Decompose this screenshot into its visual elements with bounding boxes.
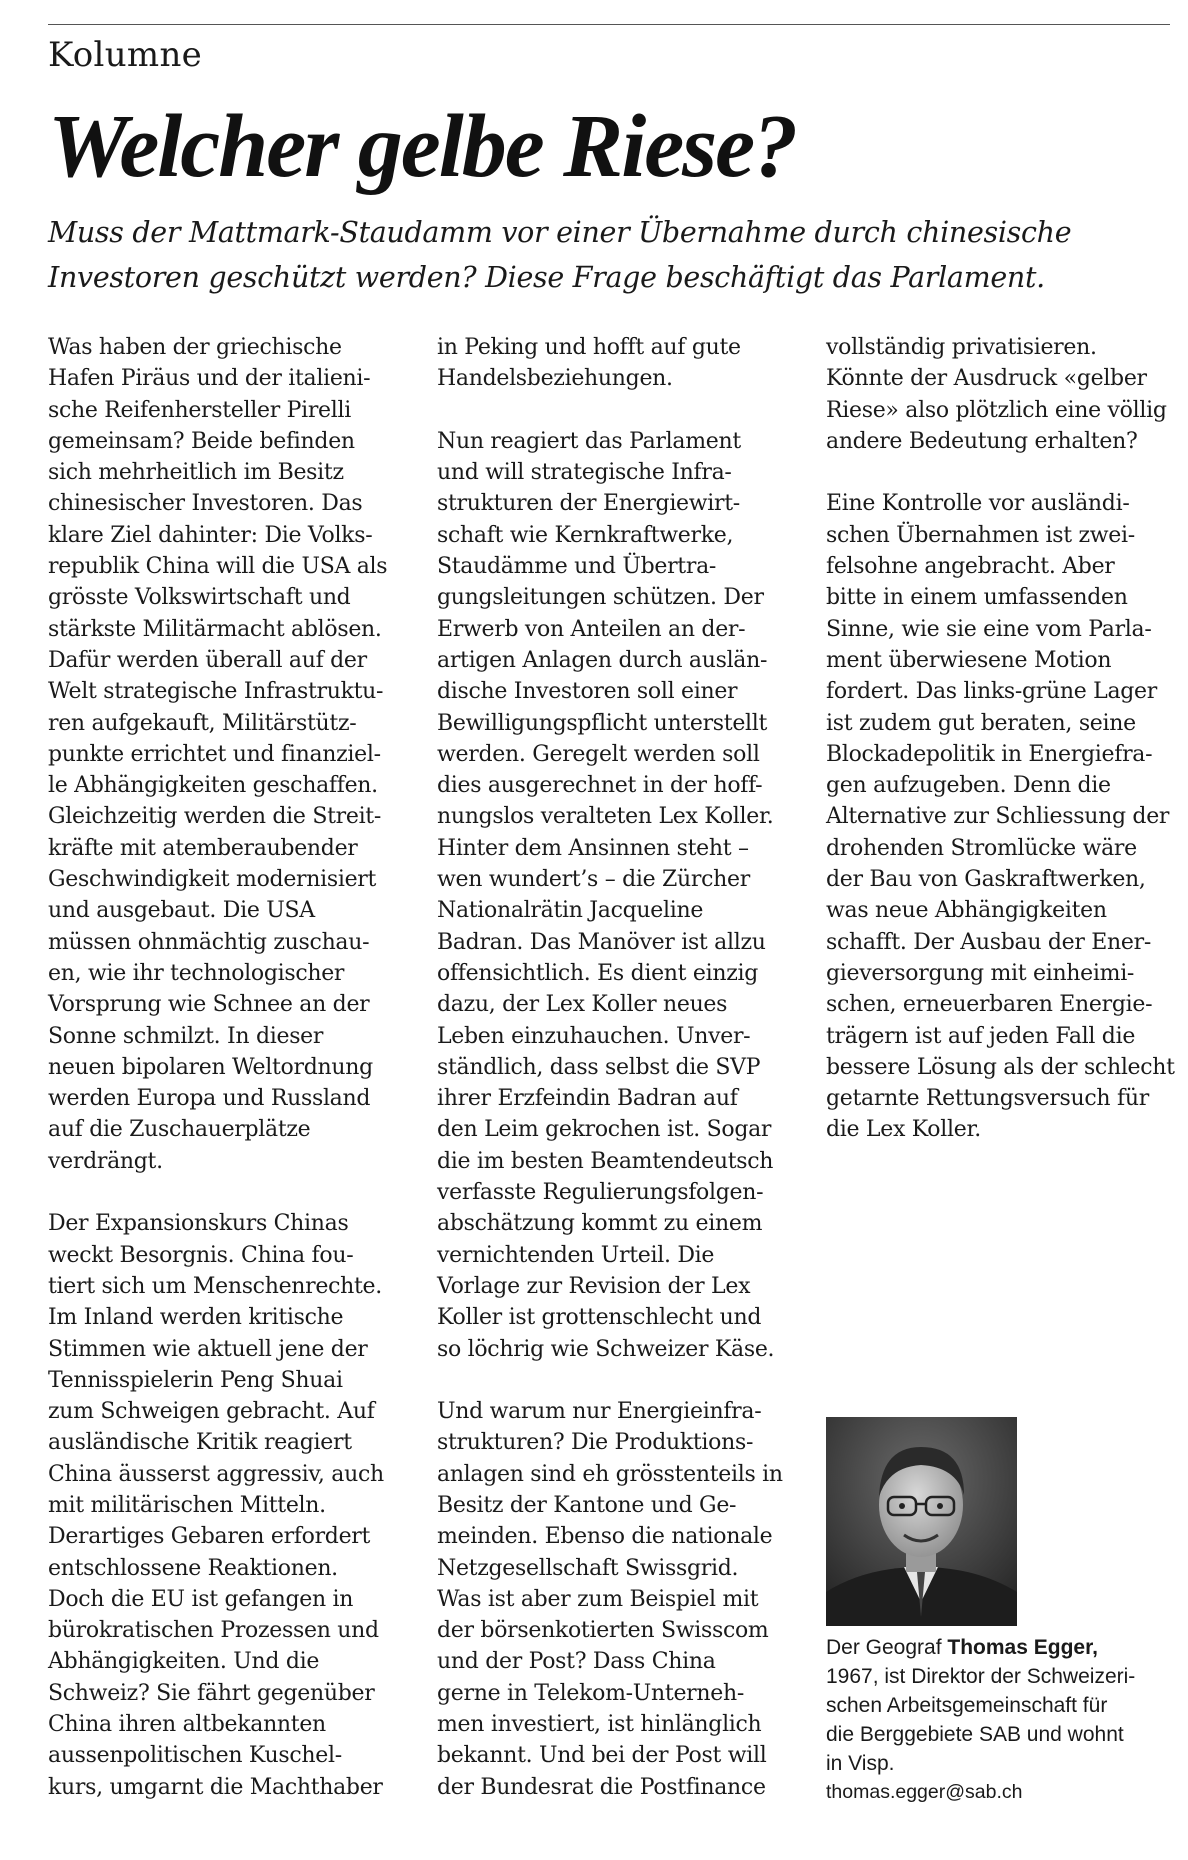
body-text-line: nungslos veralteten Lex Koller.	[437, 804, 774, 830]
body-text-line: bekannt. Und bei der Post will	[437, 1743, 767, 1769]
body-text-line: auf die Zuschauerplätze	[48, 1117, 311, 1143]
body-text-line: Was haben der griechische	[48, 335, 342, 360]
body-text-line: drohenden Stromlücke wäre	[826, 835, 1137, 861]
rubric-label: Kolumne	[48, 35, 203, 75]
body-text-line: grösste Volkswirtschaft und	[48, 585, 351, 611]
body-text-line: Nun reagiert das Parlament	[437, 428, 741, 454]
body-text-line: Erwerb von Anteilen an der-	[437, 616, 746, 642]
body-text-line: kräfte mit atemberaubender	[48, 835, 358, 861]
body-text-line: Der Expansionskurs Chinas	[48, 1211, 349, 1237]
author-name: Thomas Egger,	[947, 1636, 1098, 1659]
caption-line: in Visp.	[826, 1752, 895, 1775]
body-text-line: fordert. Das links-grüne Lager	[826, 679, 1157, 705]
body-text-line: Koller ist grottenschlecht und	[437, 1305, 762, 1331]
body-text-line: Geschwindigkeit modernisiert	[48, 867, 377, 893]
dek-line: Muss der Mattmark-Staudamm vor einer Übernahme durch chinesische	[48, 216, 1072, 249]
body-text-line: kurs, umgarnt die Machthaber	[48, 1774, 383, 1800]
body-text-line: der Bau von Gaskraftwerken,	[826, 867, 1146, 893]
body-text-line: Bewilligungspflicht unterstellt	[437, 710, 768, 736]
body-text-line: ren aufgekauft, Militärstütz-	[48, 710, 357, 736]
dek-line: Investoren geschützt werden? Diese Frage beschäftigt das Parlament.	[48, 261, 1045, 294]
caption-line: die Berggebiete SAB und wohnt	[826, 1723, 1124, 1746]
body-text-line: andere Bedeutung erhalten?	[826, 428, 1138, 454]
body-text-line: sich mehrheitlich im Besitz	[48, 460, 344, 486]
body-text-line: so löchrig wie Schweizer Käse.	[437, 1336, 775, 1362]
body-text-line: Was ist aber zum Beispiel mit	[437, 1586, 759, 1612]
body-text-line: Leben einzuhauchen. Unver-	[437, 1023, 751, 1049]
body-text-line: und der Post? Dass China	[437, 1649, 716, 1675]
body-text-line: entschlossene Reaktionen.	[48, 1555, 338, 1581]
body-text-line: Hinter dem Ansinnen steht –	[437, 835, 749, 861]
article-column-2	[437, 332, 783, 1803]
body-text-line: die Lex Koller.	[826, 1117, 981, 1143]
body-text-line: felsohne angebracht. Aber	[826, 554, 1115, 580]
dek	[48, 210, 1071, 300]
body-text-line: ihrer Erzfeindin Badran auf	[437, 1086, 738, 1112]
body-text-line: wen wundert’s – die Zürcher	[437, 867, 750, 893]
body-text-line: ment überwiesene Motion	[826, 647, 1112, 673]
paragraph-gap	[48, 1177, 387, 1208]
body-text-line: Blockadepolitik in Energiefra-	[826, 741, 1153, 767]
body-text-line: offensichtlich. Es dient einzig	[437, 960, 759, 986]
top-rule	[48, 24, 1170, 25]
body-text-line: Derartiges Gebaren erfordert	[48, 1524, 371, 1550]
body-text-line: meinden. Ebenso die nationale	[437, 1524, 773, 1550]
body-text-line: Dafür werden überall auf der	[48, 647, 367, 673]
body-text-line: bitte in einem umfassenden	[826, 585, 1128, 611]
body-text-line: Nationalrätin Jacqueline	[437, 898, 704, 924]
body-text-line: Eine Kontrolle vor ausländi-	[826, 491, 1130, 517]
body-text-line: vernichtenden Urteil. Die	[437, 1242, 715, 1268]
body-text-line: abschätzung kommt zu einem	[437, 1211, 763, 1237]
body-text-line: Handelsbeziehungen.	[437, 366, 673, 392]
body-text-line: Schweiz? Sie fährt gegenüber	[48, 1680, 375, 1706]
caption-line: 1967, ist Direktor der Schweizeri-	[826, 1665, 1136, 1688]
body-text-line: Alternative zur Schliessung der	[826, 804, 1170, 830]
body-text-line: in Peking und hofft auf gute	[437, 335, 741, 360]
article-column-1	[48, 332, 387, 1803]
body-text-line: ist zudem gut beraten, seine	[826, 710, 1136, 736]
caption-line: schen Arbeitsgemeinschaft für	[826, 1694, 1108, 1717]
body-text-line: müssen ohnmächtig zuschau-	[48, 929, 370, 955]
body-text-line: werden. Geregelt werden soll	[437, 741, 760, 767]
author-email[interactable]: thomas.egger@sab.ch	[826, 1781, 1023, 1803]
body-text-line: tiert sich um Menschenrechte.	[48, 1273, 382, 1299]
body-text-line: dazu, der Lex Koller neues	[437, 992, 728, 1018]
body-text-line: anlagen sind eh grösstenteils in	[437, 1461, 783, 1487]
body-text-line: gieversorgung mit einheimi-	[826, 960, 1135, 986]
body-text-line: men investiert, ist hinlänglich	[437, 1712, 762, 1738]
body-text-line: Welt strategische Infrastruktu-	[48, 679, 384, 705]
body-text-line: en, wie ihr technologischer	[48, 960, 345, 986]
body-text-line: klare Ziel dahinter: Die Volks-	[48, 522, 373, 548]
body-text-line: Riese» also plötzlich eine völlig	[826, 397, 1167, 423]
body-text-line: Im Inland werden kritische	[48, 1305, 344, 1331]
body-text-line: die im besten Beamtendeutsch	[437, 1148, 774, 1174]
body-text-line: China äusserst aggressiv, auch	[48, 1461, 384, 1487]
body-text-line: verfasste Regulierungsfolgen-	[437, 1180, 764, 1206]
body-text-line: dische Investoren soll einer	[437, 679, 738, 705]
body-text-line: was neue Abhängigkeiten	[826, 898, 1107, 924]
paragraph-gap	[437, 1365, 783, 1396]
body-text-line: Hafen Piräus und der italieni-	[48, 366, 371, 392]
body-text-line: und will strategische Infra-	[437, 460, 732, 486]
body-text-line: gen aufzugeben. Denn die	[826, 773, 1111, 799]
body-text-line: verdrängt.	[48, 1148, 163, 1174]
body-text-line: Gleichzeitig werden die Streit-	[48, 804, 381, 830]
body-text-line: Netzgesellschaft Swissgrid.	[437, 1555, 739, 1581]
body-text-line: Tennisspielerin Peng Shuai	[48, 1367, 343, 1393]
body-text-line: der Bundesrat die Postfinance	[437, 1774, 766, 1800]
body-text-line: artigen Anlagen durch auslän-	[437, 647, 768, 673]
body-text-line: Stimmen wie aktuell jene der	[48, 1336, 368, 1362]
body-text-line: Vorlage zur Revision der Lex	[437, 1273, 751, 1299]
body-text-line: Doch die EU ist gefangen in	[48, 1586, 354, 1612]
body-text-line: Staudämme und Übertra-	[437, 554, 717, 580]
body-text-line: schaft wie Kernkraftwerke,	[437, 522, 734, 548]
body-text-line: punkte errichtet und finanziel-	[48, 741, 381, 767]
body-text-line: Badran. Das Manöver ist allzu	[437, 929, 766, 955]
author-portrait	[826, 1417, 1017, 1626]
body-text-line: chinesischer Investoren. Das	[48, 491, 363, 517]
body-text-line: China ihren altbekannten	[48, 1712, 326, 1738]
body-text-line: dies ausgerechnet in der hoff-	[437, 773, 763, 799]
body-text-line: getarnte Rettungsversuch für	[826, 1086, 1149, 1112]
body-text-line: ständlich, dass selbst die SVP	[437, 1054, 761, 1080]
body-text-line: Sinne, wie sie eine vom Parla-	[826, 616, 1152, 642]
body-text-line: trägern ist auf jeden Fall die	[826, 1023, 1136, 1049]
caption-prefix: Der Geograf	[826, 1636, 948, 1659]
body-text-line: stärkste Militärmacht ablösen.	[48, 616, 382, 642]
headline: Welcher gelbe Riese?	[48, 97, 797, 196]
body-text-line: schen, erneuerbaren Energie-	[826, 992, 1153, 1018]
body-text-line: Sonne schmilzt. In dieser	[48, 1023, 324, 1049]
body-text-line: Und warum nur Energieinfra-	[437, 1399, 762, 1425]
body-text-line: bessere Lösung als der schlecht	[826, 1054, 1175, 1080]
body-text-line: Könnte der Ausdruck «gelber	[826, 366, 1147, 392]
author-caption	[826, 1633, 1135, 1807]
body-text-line: den Leim gekrochen ist. Sogar	[437, 1117, 772, 1143]
body-text-line: sche Reifenhersteller Pirelli	[48, 397, 351, 423]
body-text-line: Vorsprung wie Schnee an der	[48, 992, 370, 1018]
caption-line-1	[826, 1633, 1135, 1662]
body-text-line: neuen bipolaren Weltordnung	[48, 1054, 373, 1080]
body-text-line: gerne in Telekom-Unterneh-	[437, 1680, 744, 1706]
body-text-line: und ausgebaut. Die USA	[48, 898, 315, 924]
body-text-line: ausländische Kritik reagiert	[48, 1430, 352, 1456]
body-text-line: zum Schweigen gebracht. Auf	[48, 1399, 375, 1425]
paragraph-gap	[437, 395, 783, 426]
body-text-line: Abhängigkeiten. Und die	[48, 1649, 320, 1675]
body-text-line: gungsleitungen schützen. Der	[437, 585, 764, 611]
body-text-line: vollständig privatisieren.	[826, 335, 1097, 360]
body-text-line: der börsenkotierten Swisscom	[437, 1618, 769, 1644]
body-text-line: republik China will die USA als	[48, 554, 388, 580]
body-text-line: mit militärischen Mitteln.	[48, 1492, 326, 1518]
body-text-line: Besitz der Kantone und Ge-	[437, 1492, 737, 1518]
body-text-line: werden Europa und Russland	[48, 1086, 371, 1112]
body-text-line: le Abhängigkeiten geschaffen.	[48, 773, 378, 799]
body-text-line: bürokratischen Prozessen und	[48, 1618, 379, 1644]
body-text-line: schen Übernahmen ist zwei-	[826, 522, 1135, 548]
article-column-3	[826, 332, 1175, 1146]
body-text-line: gemeinsam? Beide befinden	[48, 428, 355, 454]
paragraph-gap	[826, 457, 1175, 488]
body-text-line: weckt Besorgnis. China fou-	[48, 1242, 354, 1268]
body-text-line: schafft. Der Ausbau der Ener-	[826, 929, 1151, 955]
body-text-line: strukturen? Die Produktions-	[437, 1430, 754, 1456]
body-text-line: aussenpolitischen Kuschel-	[48, 1743, 342, 1769]
body-text-line: strukturen der Energiewirt-	[437, 491, 740, 517]
